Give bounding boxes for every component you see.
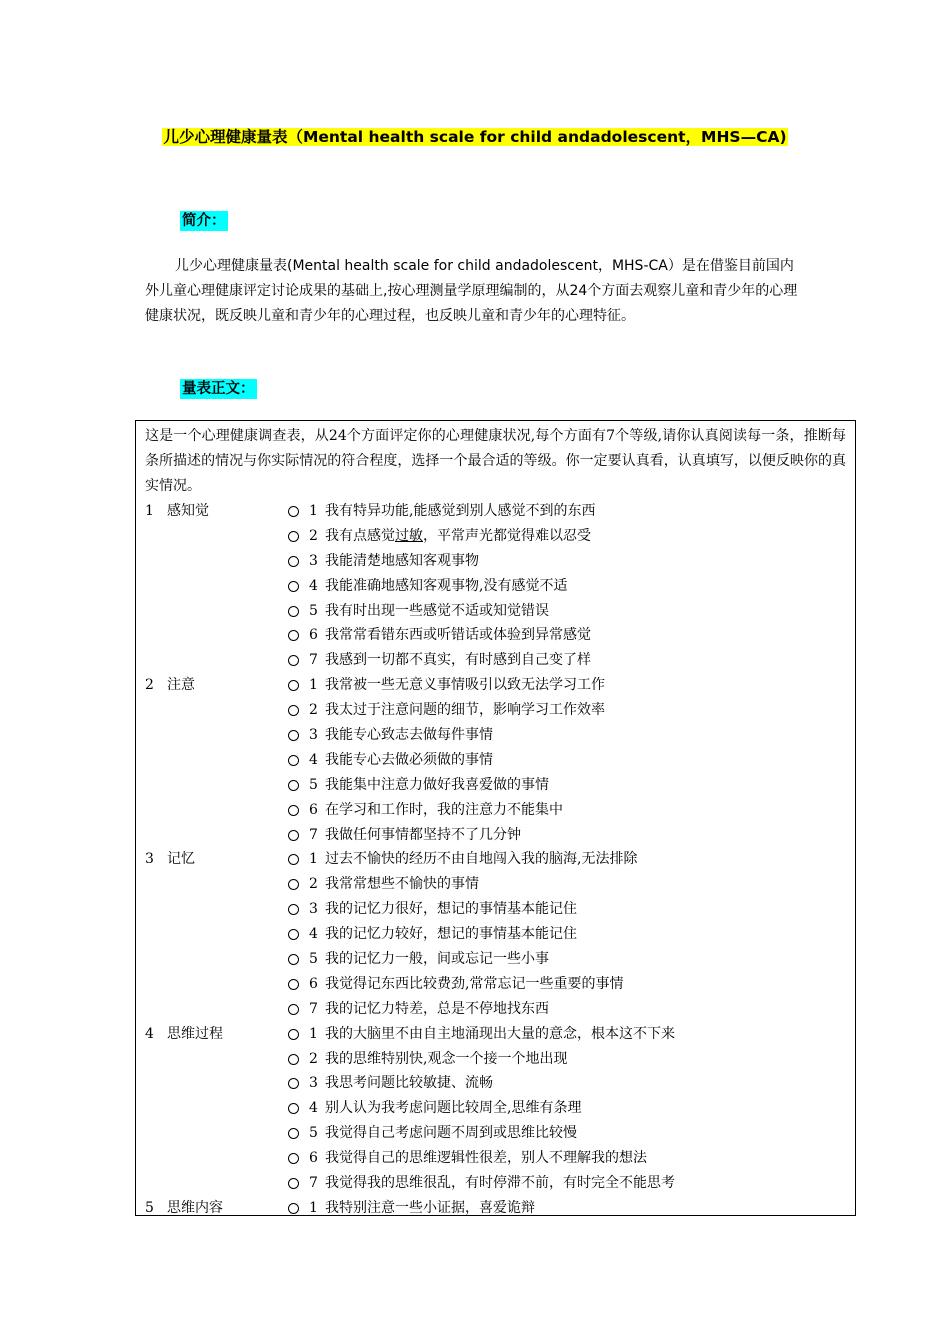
section-number [136, 524, 167, 549]
option-text: 我有时出现一些感觉不适或知觉错误 [325, 602, 549, 619]
radio-circle-icon[interactable] [288, 854, 299, 865]
option-number: 2 [309, 527, 318, 544]
option-text: 我觉得我的思维很乱，有时停滞不前，有时完全不能思考 [325, 1175, 675, 1192]
option-row [136, 599, 855, 624]
option-text: 我常常想些不愉快的事情 [325, 876, 479, 893]
option[interactable] [285, 599, 549, 624]
section-name [167, 574, 285, 599]
section-name [167, 773, 285, 798]
section-name [167, 648, 285, 673]
option-row [136, 524, 855, 549]
section-number: 2 [145, 677, 154, 694]
section-name [167, 997, 285, 1022]
section-name: 思维内容 [167, 1199, 223, 1216]
radio-circle-icon[interactable] [288, 1128, 299, 1139]
option-row [136, 872, 855, 897]
option-text: 我能专心去做必须做的事情 [325, 751, 493, 768]
questionnaire-items [136, 499, 855, 1216]
radio-circle-icon[interactable] [288, 655, 299, 666]
option[interactable] [285, 1171, 675, 1196]
radio-circle-icon[interactable] [288, 954, 299, 965]
intro-paragraph: 儿少心理健康量表(Mental health scale for child andadolescent，MHS-CA）是在借鉴目前国内外儿童心理健康评定讨论成果的基础上,按心理测量学原理编制的，从24个方面去观察儿童和青少年的心理健康状况，既反映儿童和青少年的心理过程，也反映儿童和青少年的心理特征。 [145, 258, 798, 324]
option-number: 6 [309, 1150, 318, 1167]
option[interactable] [285, 1022, 675, 1047]
option-row [136, 997, 855, 1022]
radio-circle-icon[interactable] [288, 979, 299, 990]
section-number [136, 1071, 167, 1096]
option[interactable] [285, 947, 549, 972]
section-name [167, 947, 285, 972]
option[interactable] [285, 1196, 535, 1216]
section-name [167, 922, 285, 947]
section-name [167, 698, 285, 723]
underlined-text: 过敏 [395, 527, 423, 544]
option-number: 3 [309, 1075, 318, 1092]
option[interactable] [285, 524, 591, 549]
option-text: 我的记忆力一般，间或忘记一些小事 [325, 951, 549, 968]
option-text: 我能集中注意力做好我喜爱做的事情 [325, 776, 549, 793]
option-text: 我做任何事情都坚持不了几分钟 [325, 826, 521, 843]
option[interactable] [285, 847, 637, 872]
section-number [136, 872, 167, 897]
option[interactable] [285, 1121, 577, 1146]
section-number [136, 549, 167, 574]
section-name [167, 1121, 285, 1146]
option[interactable] [285, 1096, 581, 1121]
radio-circle-icon[interactable] [288, 755, 299, 766]
radio-circle-icon[interactable] [288, 1029, 299, 1040]
option-row [136, 1022, 855, 1047]
option-row [136, 1146, 855, 1171]
section-number [136, 648, 167, 673]
radio-circle-icon[interactable] [288, 805, 299, 816]
section-number [136, 773, 167, 798]
option-number: 3 [309, 727, 318, 744]
option-text: 我能准确地感知客观事物,没有感觉不适 [325, 577, 568, 594]
section-name [167, 1146, 285, 1171]
option[interactable] [285, 872, 479, 897]
option-number: 4 [309, 926, 318, 943]
option[interactable] [285, 698, 605, 723]
option-number: 4 [309, 751, 318, 768]
radio-circle-icon[interactable] [288, 1153, 299, 1164]
option-number: 1 [309, 1199, 318, 1216]
option-number: 5 [309, 776, 318, 793]
option-text: 我特别注意一些小证据，喜爱诡辩 [325, 1199, 535, 1216]
option-number: 6 [309, 801, 318, 818]
option-row [136, 1096, 855, 1121]
option[interactable] [285, 748, 493, 773]
option-row [136, 922, 855, 947]
section-number [136, 922, 167, 947]
option-row [136, 698, 855, 723]
radio-circle-icon[interactable] [288, 730, 299, 741]
section-name [167, 872, 285, 897]
option-number: 7 [309, 1000, 318, 1017]
option-text: 我有特异功能,能感觉到别人感觉不到的东西 [325, 503, 596, 519]
option-number: 6 [309, 975, 318, 992]
radio-circle-icon[interactable] [288, 630, 299, 641]
radio-circle-icon[interactable] [288, 1054, 299, 1065]
option-text: 我太过于注意问题的细节，影响学习工作效率 [325, 702, 605, 719]
option-text: 我有点感觉过敏，平常声光都觉得难以忍受 [325, 527, 591, 544]
section-number: 4 [145, 1025, 154, 1042]
section-number [136, 574, 167, 599]
radio-circle-icon[interactable] [288, 904, 299, 915]
section-number [136, 1096, 167, 1121]
option[interactable] [285, 499, 595, 524]
section-number [136, 1047, 167, 1072]
option-number: 4 [309, 1100, 318, 1117]
section-name [167, 798, 285, 823]
document-title: 儿少心理健康量表（Mental health scale for child andadolescent，MHS—CA) [163, 128, 787, 146]
option-row [136, 1121, 855, 1146]
section-number [136, 623, 167, 648]
option-row [136, 723, 855, 748]
option-row [136, 648, 855, 673]
option-row [136, 823, 855, 848]
section-number: 5 [145, 1199, 154, 1216]
section-number [136, 897, 167, 922]
option-text: 我常被一些无意义事情吸引以致无法学习工作 [325, 677, 605, 694]
section-number [136, 1171, 167, 1196]
option-text: 我感到一切都不真实，有时感到自己变了样 [325, 652, 591, 669]
option[interactable] [285, 549, 479, 574]
section-name: 记忆 [167, 851, 195, 868]
section-name [167, 549, 285, 574]
radio-circle-icon[interactable] [288, 1004, 299, 1015]
option-number: 3 [309, 552, 318, 569]
option-text: 我能清楚地感知客观事物 [325, 552, 479, 569]
section-name [167, 897, 285, 922]
option-number: 1 [309, 851, 318, 868]
option-row [136, 773, 855, 798]
option-number: 7 [309, 1175, 318, 1192]
option-text: 我思考问题比较敏捷、流畅 [325, 1075, 493, 1092]
option[interactable] [285, 897, 577, 922]
option-text: 我能专心致志去做每件事情 [325, 727, 493, 744]
section-number [136, 972, 167, 997]
section-name [167, 623, 285, 648]
option-row [136, 1196, 855, 1216]
option-text: 过去不愉快的经历不由自地闯入我的脑海,无法排除 [325, 851, 638, 868]
option-row [136, 673, 855, 698]
option-number: 5 [309, 951, 318, 968]
option-number: 7 [309, 826, 318, 843]
section-name: 感知觉 [167, 503, 209, 519]
radio-circle-icon[interactable] [288, 879, 299, 890]
option-number: 4 [309, 577, 318, 594]
option-number: 1 [309, 1025, 318, 1042]
section-name [167, 972, 285, 997]
option[interactable] [285, 648, 591, 673]
option[interactable] [285, 1047, 567, 1072]
radio-circle-icon[interactable] [288, 1203, 299, 1214]
option[interactable] [285, 922, 577, 947]
option-row [136, 897, 855, 922]
option-row [136, 1171, 855, 1196]
intro-heading: 简介： [182, 213, 226, 229]
option-row [136, 1047, 855, 1072]
option[interactable] [285, 972, 623, 997]
option-row [136, 549, 855, 574]
option-text: 我的记忆力特差，总是不停地找东西 [325, 1000, 549, 1017]
option-number: 5 [309, 1125, 318, 1142]
section-name [167, 599, 285, 624]
option-text: 我觉得自己考虑问题不周到或思维比较慢 [325, 1125, 577, 1142]
section-number [136, 698, 167, 723]
radio-circle-icon[interactable] [288, 830, 299, 841]
section-number: 1 [145, 503, 154, 519]
option-row [136, 798, 855, 823]
option[interactable] [285, 997, 549, 1022]
section-name [167, 748, 285, 773]
section-number [136, 823, 167, 848]
section-name [167, 1047, 285, 1072]
radio-circle-icon[interactable] [288, 606, 299, 617]
option-text: 在学习和工作时，我的注意力不能集中 [325, 801, 563, 818]
option-number: 7 [309, 652, 318, 669]
option-number: 2 [309, 702, 318, 719]
radio-circle-icon[interactable] [288, 705, 299, 716]
radio-circle-icon[interactable] [288, 581, 299, 592]
option[interactable] [285, 1146, 647, 1171]
option[interactable] [285, 574, 567, 599]
section-number [136, 997, 167, 1022]
option-row [136, 623, 855, 648]
option-number: 1 [309, 677, 318, 694]
option-number: 2 [309, 876, 318, 893]
section-number [136, 723, 167, 748]
radio-circle-icon[interactable] [288, 680, 299, 691]
option-text: 我的记忆力较好，想记的事情基本能记住 [325, 926, 577, 943]
section-number: 3 [145, 851, 154, 868]
option-row [136, 748, 855, 773]
option-number: 6 [309, 627, 318, 644]
questionnaire-instructions: 这是一个心理健康调查表，从24个方面评定你的心理健康状况,每个方面有7个等级,请你认真阅读每一条，推断每条所描述的情况与你实际情况的符合程度，选择一个最合适的等级。你一定要认真看，认真填写，以便反映你的真实情况。 [145, 428, 846, 494]
section-number [136, 1146, 167, 1171]
scale-body-heading: 量表正文： [182, 381, 255, 397]
section-number [136, 599, 167, 624]
option-number: 1 [309, 503, 318, 519]
section-name [167, 723, 285, 748]
option[interactable] [285, 773, 549, 798]
radio-circle-icon[interactable] [288, 1103, 299, 1114]
section-name [167, 524, 285, 549]
option-row [136, 574, 855, 599]
option-text: 我的思维特别快,观念一个接一个地出现 [325, 1050, 568, 1067]
option-number: 5 [309, 602, 318, 619]
option-text: 我觉得自己的思维逻辑性很差，别人不理解我的想法 [325, 1150, 647, 1167]
section-name [167, 823, 285, 848]
option-number: 3 [309, 901, 318, 918]
option-text: 我常常看错东西或听错话或体验到异常感觉 [325, 627, 591, 644]
option-row [136, 972, 855, 997]
option-row [136, 847, 855, 872]
section-name: 思维过程 [167, 1025, 223, 1042]
radio-circle-icon[interactable] [288, 1078, 299, 1089]
option-text: 别人认为我考虑问题比较周全,思维有条理 [325, 1100, 582, 1117]
section-name [167, 1071, 285, 1096]
option-row [136, 499, 855, 524]
option[interactable] [285, 798, 563, 823]
option[interactable] [285, 823, 521, 848]
radio-circle-icon[interactable] [288, 531, 299, 542]
option[interactable] [285, 623, 591, 648]
option-number: 2 [309, 1050, 318, 1067]
radio-circle-icon[interactable] [288, 780, 299, 791]
section-number [136, 748, 167, 773]
questionnaire-box [135, 420, 856, 1216]
radio-circle-icon[interactable] [288, 1178, 299, 1189]
option-text: 我的记忆力很好，想记的事情基本能记住 [325, 901, 577, 918]
section-number [136, 1121, 167, 1146]
option[interactable] [285, 673, 605, 698]
section-number [136, 798, 167, 823]
option-row [136, 947, 855, 972]
option[interactable] [285, 723, 493, 748]
option[interactable] [285, 1071, 493, 1096]
radio-circle-icon[interactable] [288, 506, 299, 517]
option-text: 我的大脑里不由自主地涌现出大量的意念，根本这不下来 [325, 1025, 675, 1042]
radio-circle-icon[interactable] [288, 929, 299, 940]
option-text: 我觉得记东西比较费劲,常常忘记一些重要的事情 [325, 975, 624, 992]
option-row [136, 1071, 855, 1096]
section-name [167, 1171, 285, 1196]
radio-circle-icon[interactable] [288, 556, 299, 567]
section-name: 注意 [167, 677, 195, 694]
section-name [167, 1096, 285, 1121]
section-number [136, 947, 167, 972]
